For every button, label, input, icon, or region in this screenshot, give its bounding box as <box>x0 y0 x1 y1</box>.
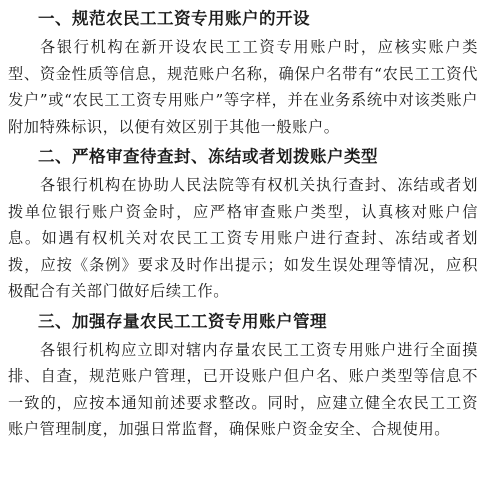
section-heading: 二、严格审查待查封、冻结或者划拨账户类型 <box>38 147 378 166</box>
section-paragraph: 各银行机构在新开设农民工工资专用账户时，应核实账户类型、资金性质等信息，规范账户名称，确保户名带有“农民工工资代发户”或“农民工工资专用账户”等字样，并在业务系统中对该类账户附加特殊标识，以便有效区别于其他一般账户。 <box>8 38 478 136</box>
section-heading: 一、规范农民工工资专用账户的开设 <box>38 9 310 28</box>
section-1 <box>8 6 478 140</box>
section-heading: 三、加强存量农民工工资专用账户管理 <box>38 311 327 331</box>
section-paragraph: 各银行机构应立即对辖内存量农民工工资专用账户进行全面摸排、自查，规范账户管理，已开设账户但户名、账户类型等信息不一致的，应按本通知前述要求整改。同时，应建立健全农民工工资账户管理制度，加强日常监督，确保账户资金安全、合规使用。 <box>8 340 478 438</box>
section-3 <box>8 309 478 443</box>
section-paragraph: 各银行机构在协助人民法院等有权机关执行查封、冻结或者划拨单位银行账户资金时，应严格审查账户类型，认真核对账户信息。如遇有权机关对农民工工资专用账户进行查封、冻结或者划拨，应按《条例》要求及时作出提示；如发生误处理等情况，应积极配合有关部门做好后续工作。 <box>8 176 478 300</box>
section-2 <box>8 144 478 305</box>
